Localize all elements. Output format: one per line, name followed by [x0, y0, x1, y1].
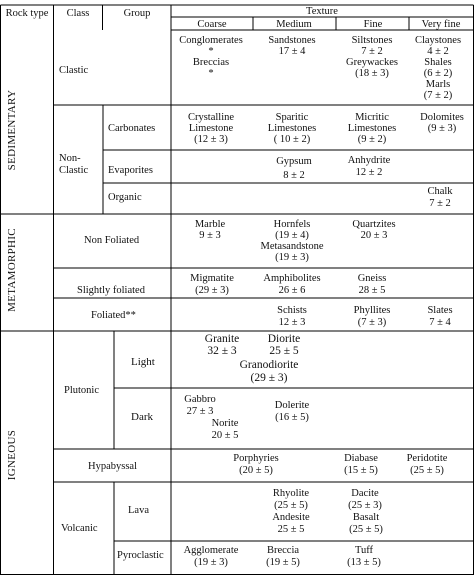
cell-basalt: Basalt (25 ± 5): [349, 512, 383, 535]
cell-carbonates-coarse: Crystalline Limestone (12 ± 3): [187, 112, 235, 145]
header-class: Class: [66, 8, 90, 19]
cell-foliated-medium: Schists 12 ± 3: [277, 305, 307, 328]
cell-dacite: Dacite (25 ± 3): [348, 488, 382, 511]
cell-organic-very-fine: Chalk 7 ± 2: [427, 186, 453, 209]
group-light: Light: [131, 356, 155, 368]
cell-agglomerate: Agglomerate (19 ± 3): [183, 545, 239, 568]
cell-evaporites-medium: Gypsum 8 ± 2: [276, 156, 312, 181]
class-plutonic: Plutonic: [64, 385, 100, 396]
class-slightly-foliated: Slightly foliated: [77, 285, 145, 296]
group-organic: Organic: [108, 192, 142, 203]
group-dark: Dark: [131, 411, 153, 423]
cell-carbonates-medium: Sparitic Limestones ( 10 ± 2): [267, 112, 317, 145]
cell-nonfoliated-medium: Hornfels (19 ± 4) Metasandstone (19 ± 3): [260, 219, 324, 263]
cell-clastic-fine: Siltstones 7 ± 2 Greywackes (18 ± 3): [346, 35, 398, 79]
group-evaporites: Evaporites: [108, 165, 153, 176]
header-group: Group: [123, 8, 151, 19]
cell-diabase: Diabase (15 ± 5): [344, 453, 378, 476]
group-carbonates: Carbonates: [108, 123, 156, 134]
header-fine: Fine: [363, 19, 383, 30]
cell-clastic-medium: Sandstones 17 ± 4: [268, 35, 316, 57]
class-hypabyssal: Hypabyssal: [88, 461, 137, 472]
class-volcanic: Volcanic: [61, 523, 98, 534]
cell-clastic-coarse: Conglomerates * Breccias *: [179, 35, 243, 79]
rock-type-sedimentary: SEDIMENTARY: [6, 89, 18, 171]
cell-nonfoliated-fine: Quartzites 20 ± 3: [352, 219, 396, 241]
cell-porphyries: Porphyries (20 ± 5): [233, 453, 279, 476]
class-non-foliated: Non Foliated: [84, 235, 140, 246]
cell-nonfoliated-coarse: Marble 9 ± 3: [194, 219, 226, 241]
class-clastic: Clastic: [59, 65, 89, 76]
cell-foliated-fine: Phyllites (7 ± 3): [353, 305, 391, 328]
cell-gabbro: Gabbro 27 ± 3: [184, 394, 216, 417]
cell-slightly-foliated-coarse: Migmatite (29 ± 3): [190, 273, 234, 296]
cell-carbonates-fine: Micritic Limestones (9 ± 2): [347, 112, 397, 145]
cell-clastic-very-fine: Claystones 4 ± 2 Shales (6 ± 2) Marls (7 ± 2): [414, 35, 462, 101]
header-texture: Texture: [306, 6, 338, 17]
cell-slightly-foliated-medium: Amphibolites 26 ± 6: [263, 273, 321, 296]
group-pyroclastic: Pyroclastic: [117, 550, 164, 561]
header-rock-type: Rock type: [5, 8, 49, 19]
cell-slightly-foliated-fine: Gneiss 28 ± 5: [357, 273, 387, 296]
cell-granodiorite: Granodiorite (29 ± 3): [239, 359, 299, 384]
cell-evaporites-fine: Anhydrite 12 ± 2: [347, 155, 391, 178]
cell-diorite: Diorite 25 ± 5: [267, 333, 301, 357]
cell-tuff: Tuff (13 ± 5): [347, 545, 381, 568]
class-foliated: Foliated**: [91, 310, 136, 321]
header-medium: Medium: [276, 19, 312, 30]
cell-dolerite: Dolerite (16 ± 5): [274, 400, 310, 423]
cell-peridotite: Peridotite (25 ± 5): [406, 453, 448, 476]
cell-rhyolite: Rhyolite (25 ± 5): [272, 488, 310, 511]
rock-type-metamorphic: METAMORPHIC: [6, 228, 18, 312]
header-coarse: Coarse: [197, 19, 227, 30]
cell-carbonates-very-fine: Dolomites (9 ± 3): [420, 112, 464, 134]
header-very-fine: Very fine: [421, 19, 461, 30]
cell-andesite: Andesite 25 ± 5: [272, 512, 310, 535]
cell-granite: Granite 32 ± 3: [204, 333, 240, 357]
cell-norite: Norite 20 ± 5: [211, 418, 239, 441]
group-lava: Lava: [128, 505, 149, 516]
class-non-clastic: Non- Clastic: [59, 153, 89, 176]
cell-foliated-very-fine: Slates 7 ± 4: [427, 305, 453, 328]
rock-type-igneous: IGNEOUS: [6, 429, 18, 481]
cell-breccia: Breccia (19 ± 5): [266, 545, 300, 568]
